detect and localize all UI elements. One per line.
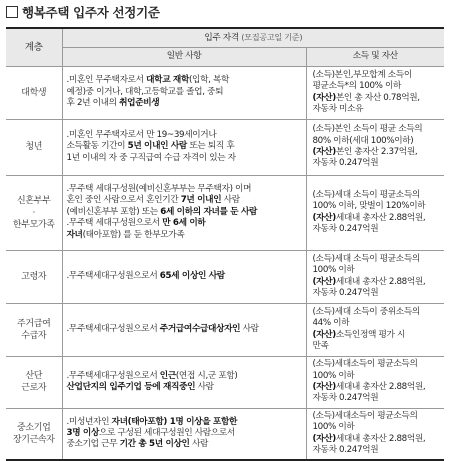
text-line: (자산)소득인정액 평가 시 xyxy=(312,329,405,340)
general-cell xyxy=(62,66,306,119)
text-line: 자녀(태아포함) 를 둔 한부모가족 xyxy=(66,229,185,240)
general-cell xyxy=(62,175,306,250)
income-cell xyxy=(306,66,444,119)
general-cell xyxy=(62,119,306,175)
income-cell xyxy=(306,175,444,250)
text-line: 만족 xyxy=(312,340,329,351)
text-line: 후 2년 이내의 취업준비생 xyxy=(66,98,160,109)
text-line: 장기근속자 xyxy=(12,434,55,445)
category-cell xyxy=(6,303,62,356)
text-line: 평균소득*의 100% 이하 xyxy=(312,81,402,92)
text-line: 산업단지의 입주기업 등에 재직중인 사람 xyxy=(66,382,214,392)
category-cell: 청년 xyxy=(6,119,62,175)
header-general: 일반 사항 xyxy=(62,47,306,66)
text-line: 혼인 중인 사람으로서 혼인기간 7년 이내인 사람 xyxy=(66,195,240,206)
income-cell xyxy=(306,303,444,356)
table-row xyxy=(6,408,444,460)
text-line: 예정)중 이거나, 대학,고등학교를 졸업, 중퇴 xyxy=(66,86,224,97)
text-line: (자산)본인 총자산 2.37억원, xyxy=(312,147,418,157)
text-line: (소득)세대소득이 평균소득의 xyxy=(312,359,418,370)
category-cell xyxy=(6,408,62,460)
header-income-assets: 소득 및 자산 xyxy=(306,47,444,66)
table-row xyxy=(6,119,444,175)
general-cell xyxy=(62,250,306,303)
text-line: (예비신혼부부 포함) 또는 6세 이하의 자녀를 둔 사람 xyxy=(66,206,258,217)
text-line: 근로자 xyxy=(21,383,47,393)
checkbox-square-icon xyxy=(6,6,18,18)
category-cell xyxy=(6,356,62,408)
text-line: .미성년자인 자녀(태아포함) 1명 이상을 포함한 xyxy=(66,416,238,427)
header-category: 계층 xyxy=(6,28,62,66)
text-line: (소득)세대 소득이 평균소득의 xyxy=(312,253,420,264)
text-line: 주거급여 xyxy=(17,318,51,329)
text-line: (자산)세대내 총자산 2.88억원, xyxy=(312,212,426,223)
text-line: (소득)세대 소득이 중위소득의 xyxy=(312,306,420,317)
eligibility-table xyxy=(6,27,444,461)
table-row xyxy=(6,303,444,356)
text-line: 자동차 미소유 xyxy=(312,103,364,114)
text-line: .무주택 세대구성원(예비신혼부부는 무주택자) 이며 xyxy=(66,183,252,194)
text-line: (소득)세대 소득이 평균소득의 xyxy=(312,189,420,200)
text-line: (자산)세대내 총자산 2.88억원, xyxy=(312,382,426,392)
income-cell xyxy=(306,119,444,175)
category-cell xyxy=(6,175,62,250)
text-line: (소득)본인 소득이 평균 소득의 xyxy=(312,124,423,135)
category-cell: 대학생 xyxy=(6,66,62,119)
text-line: 100% 이하, 맞벌이 120%이하 xyxy=(312,201,426,212)
text-line: .미혼인 무주택자로서 만 19~39세이거나 xyxy=(66,129,217,140)
text-line: 80% 이하(세대 100%이하) xyxy=(312,135,414,146)
header-row xyxy=(6,28,444,47)
text-line: 수급자 xyxy=(21,330,47,341)
table-row xyxy=(6,66,444,119)
general-cell xyxy=(62,303,306,356)
text-line: 100% 이하 xyxy=(312,370,355,381)
text-line: 1년 이내의 자 중 구직급여 수급 자격이 있는 자 xyxy=(66,152,236,163)
text-line: .미혼인 무주택자로서 대학교 재학(입학, 복학 xyxy=(66,75,230,86)
text-line: 중소기업 xyxy=(17,422,51,433)
header-qualification: 입주 자격 (모집공고일 기준) xyxy=(62,28,444,47)
table-row xyxy=(6,175,444,250)
text-line: 신혼부부 xyxy=(17,195,51,206)
text-line: 산단 xyxy=(25,371,43,381)
table-row xyxy=(6,250,444,303)
page-title xyxy=(6,3,160,19)
text-line: (자산)세대내 총자산 2.88억원, xyxy=(312,276,426,287)
income-cell xyxy=(306,408,444,460)
text-line: (소득)세대소득이 평균소득의 xyxy=(312,410,418,421)
text-line: 자동차 0.247억원 xyxy=(312,223,379,234)
text-line: 한부모가족 xyxy=(12,219,55,230)
text-line: 100% 이하 xyxy=(312,265,355,276)
title-text: 행복주택 입주자 선정기준 xyxy=(22,5,160,20)
text-line: 자동차 0.247억원 xyxy=(312,393,379,404)
text-line: 자동차 0.247억원 xyxy=(312,287,379,298)
category-cell: 고령자 xyxy=(6,250,62,303)
text-line: 44% 이하 xyxy=(312,318,350,329)
text-line: .무주택 세대구성원으로서 만 6세 이하 xyxy=(66,218,206,229)
text-line: (자산)본인 총 자산 0.78억원, xyxy=(312,92,420,103)
text-line: 자동차 0.247억원 xyxy=(312,158,379,169)
text-line: .무주택세대구성원으로서 주거급여수급대상자인 사람 xyxy=(66,323,259,334)
subheader-row xyxy=(6,47,444,66)
text-line: · xyxy=(32,207,35,218)
header-qualification-note: (모집공고일 기준) xyxy=(241,31,303,42)
income-cell xyxy=(306,250,444,303)
income-cell xyxy=(306,356,444,408)
text-line: 자동차 0.247억원 xyxy=(312,445,379,456)
text-line: 3명 이상으로 구성된 세대구성원인 사람으로서 xyxy=(66,428,235,439)
text-line: .무주택세대구성원으로서 65세 이상인 사람 xyxy=(66,270,225,281)
text-line: (소득)본인,부모합계 소득이 xyxy=(312,69,412,80)
text-line: 소득활동 기간이 5년 이내인 사람 또는 퇴직 후 xyxy=(66,141,235,152)
general-cell xyxy=(62,408,306,460)
text-line: (자산)세대내 총자산 2.88억원, xyxy=(312,433,426,444)
text-line: .무주택세대구성원으로서 인근(연접 시,군 포함) xyxy=(66,370,238,381)
general-cell xyxy=(62,356,306,408)
text-line: 중소기업 근무 기간 총 5년 이상인 사람 xyxy=(66,439,209,450)
table-row xyxy=(6,356,444,408)
text-line: 100% 이하 xyxy=(312,422,355,433)
